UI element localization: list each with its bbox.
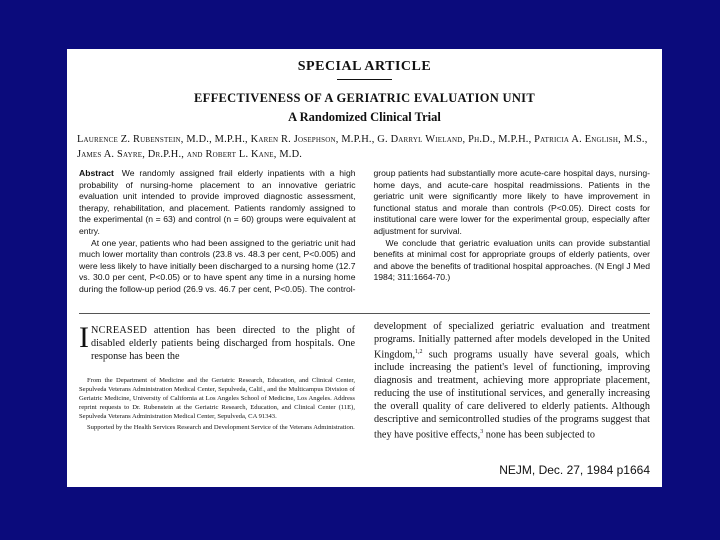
abstract-label: Abstract <box>79 168 114 178</box>
section-rule <box>337 79 392 80</box>
reference-3: 3 <box>480 429 484 436</box>
citation-label: NEJM, Dec. 27, 1984 p1664 <box>499 463 650 477</box>
author-list: Laurence Z. Rubenstein, M.D., M.P.H., Karen R. Josephson, M.P.H., G. Darryl Wieland, Ph.D., M.P.H., Patricia A. English, M.S., James A. Sayre, Dr.P.H., and Robert L. Kane, M.D. <box>77 134 648 160</box>
article-page <box>67 49 662 487</box>
abstract-paragraph-3: We conclude that geriatric evaluation units can provide substantial benefits at minimal cost for appropriate groups of elderly patients, over and above the benefits of traditional hospital approaches. (N Engl J Med 1984; 311:1664-70.) <box>373 237 650 283</box>
article-subtitle: A Randomized Clinical Trial <box>288 110 441 124</box>
section-label: SPECIAL ARTICLE <box>297 59 432 74</box>
body-left-text: attention has been directed to the plight of disabled elderly patients being discharged from hospitals. One response has been the <box>91 325 355 362</box>
opening-word: NCREASED <box>91 325 148 336</box>
affiliation-footnote <box>79 376 355 434</box>
abstract-text-1: We randomly assigned frail elderly inpatients with a high probability of nursing-home placement to an innovative geriatric evaluation unit intended to provide improved diagnostic assessment, therapy, rehabilitation, and placement. Patients randomly assigned to the experimental (n = 63) and control (n = 60) groups were equivalent at entry. <box>79 168 356 236</box>
article-title: EFFECTIVENESS OF A GERIATRIC EVALUATION UNIT <box>194 91 535 105</box>
footnote-support: Supported by the Health Services Research and Development Service of the Veterans Administration. <box>87 424 355 431</box>
footnote-affiliation: From the Department of Medicine and the Geriatric Research, Education, and Clinical Center, Sepulveda Veterans Administration Medical Center, Sepulveda, Calif., and the Multicampus Division of Geriatric Medicine, University of California at Los Angeles School of Medicine, Los Angeles. Address reprint requests to Dr. Rubenstein at the Geriatric Research, Education, and Clinical Center (11E), Sepulveda Veterans Administration Medical Center, Sepulveda, CA 91343. <box>79 377 355 420</box>
abstract-divider <box>79 313 650 314</box>
body-column-left <box>79 321 355 363</box>
reference-1-2: 1,2 <box>415 349 423 355</box>
body-right-text-1: development of specialized geriatric evaluation and treatment programs. Initially patterned after models developed in the United Kingdom, <box>374 321 650 361</box>
drop-cap: I <box>79 321 89 354</box>
abstract-paragraph-1 <box>79 168 356 238</box>
abstract-paragraph-2: At one year, patients who had been assigned to the geriatric unit had much lower mortality than controls (23.8 vs. 48.3 per cent, P<0.005) and were less likely to have initially been discharged to a nursing home (12.7 vs. 30.0 per cent, P<0.05) or to have spent any time in a nursing home during the follow-up period (26.9 vs. 46.7 per cent, P<0.05). The control-group patients had substantially more acute-care hospital days, nursing-home days, and acute-care hospital readmissions. Patients in the geriatric unit were significantly more likely to have improvement in functional status and morale than controls (P<0.05). Direct costs for institutional care were lower for the experimental group, especially after adjustment for survival. <box>79 168 650 294</box>
body-column-right <box>374 320 650 442</box>
body-right-text-2: such programs usually have several goals, which include increasing the patient's level of functioning, improving diagnosis and treatment, achieving more appropriate placement, reducing the use of institutional services, and generally increasing the overall quality of care delivered to elderly patients. Although descriptive and semicontrolled studies of the programs suggest that they have positive effects, <box>374 349 650 441</box>
abstract <box>79 168 650 296</box>
body-right-text-3: none has been subjected to <box>483 429 595 441</box>
